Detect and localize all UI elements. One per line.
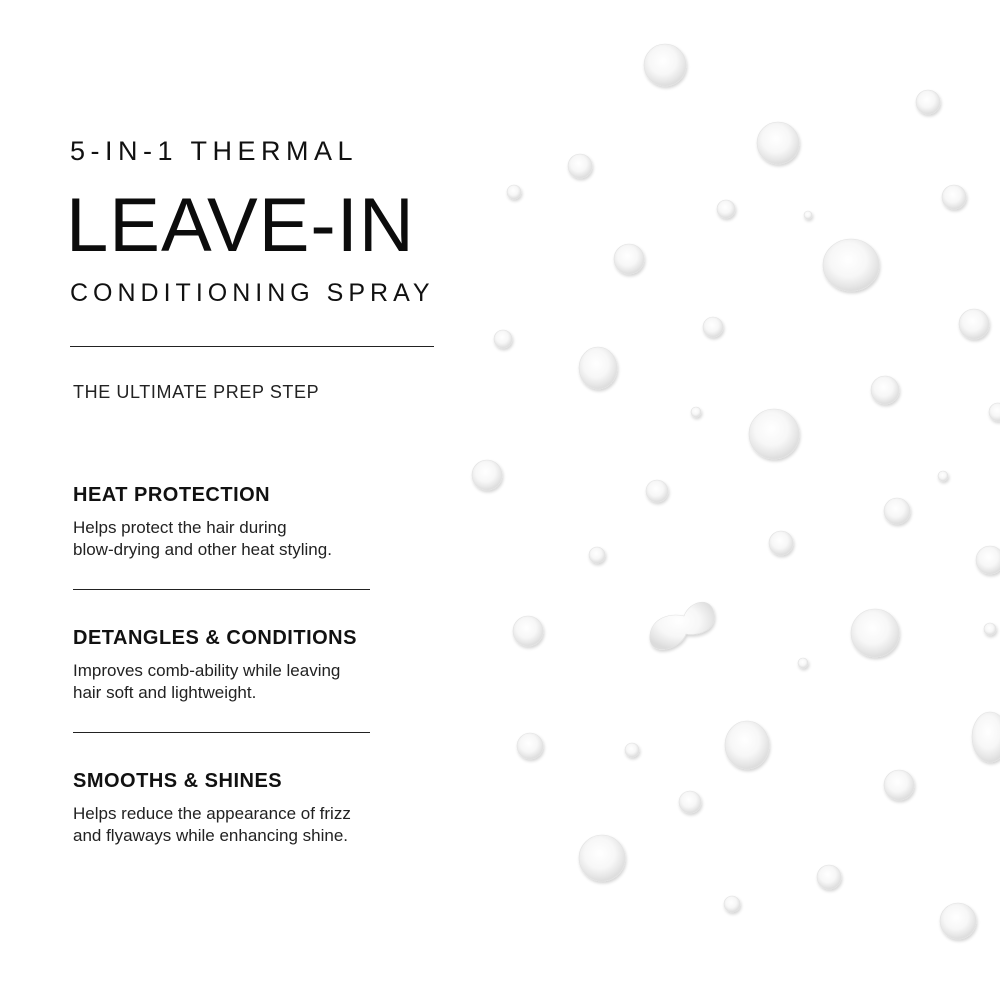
- feature-description: [73, 803, 403, 847]
- feature-detangles-conditions: [73, 626, 413, 704]
- feature-description-line: Improves comb-ability while leaving: [73, 661, 341, 680]
- header-divider: [70, 346, 434, 347]
- feature-divider: [73, 589, 370, 590]
- feature-description-line: blow-drying and other heat styling.: [73, 540, 332, 559]
- feature-divider: [73, 732, 370, 733]
- product-tagline: THE ULTIMATE PREP STEP: [73, 382, 320, 402]
- feature-title: HEAT PROTECTION: [73, 484, 271, 506]
- feature-title: SMOOTHS & SHINES: [73, 770, 283, 792]
- feature-description-line: Helps reduce the appearance of frizz: [73, 804, 351, 823]
- feature-description-line: and flyaways while enhancing shine.: [73, 826, 349, 845]
- product-subline: CONDITIONING SPRAY: [70, 279, 435, 307]
- feature-description: [73, 660, 403, 704]
- feature-description: [73, 517, 403, 561]
- product-eyebrow: 5-IN-1 THERMAL: [70, 136, 359, 166]
- feature-heat-protection: [73, 483, 413, 561]
- feature-description-line: hair soft and lightweight.: [73, 683, 257, 702]
- feature-description-line: Helps protect the hair during: [73, 518, 287, 537]
- feature-smooths-shines: [73, 769, 413, 847]
- feature-title: DETANGLES & CONDITIONS: [73, 627, 357, 649]
- product-headline: LEAVE-IN: [66, 183, 415, 268]
